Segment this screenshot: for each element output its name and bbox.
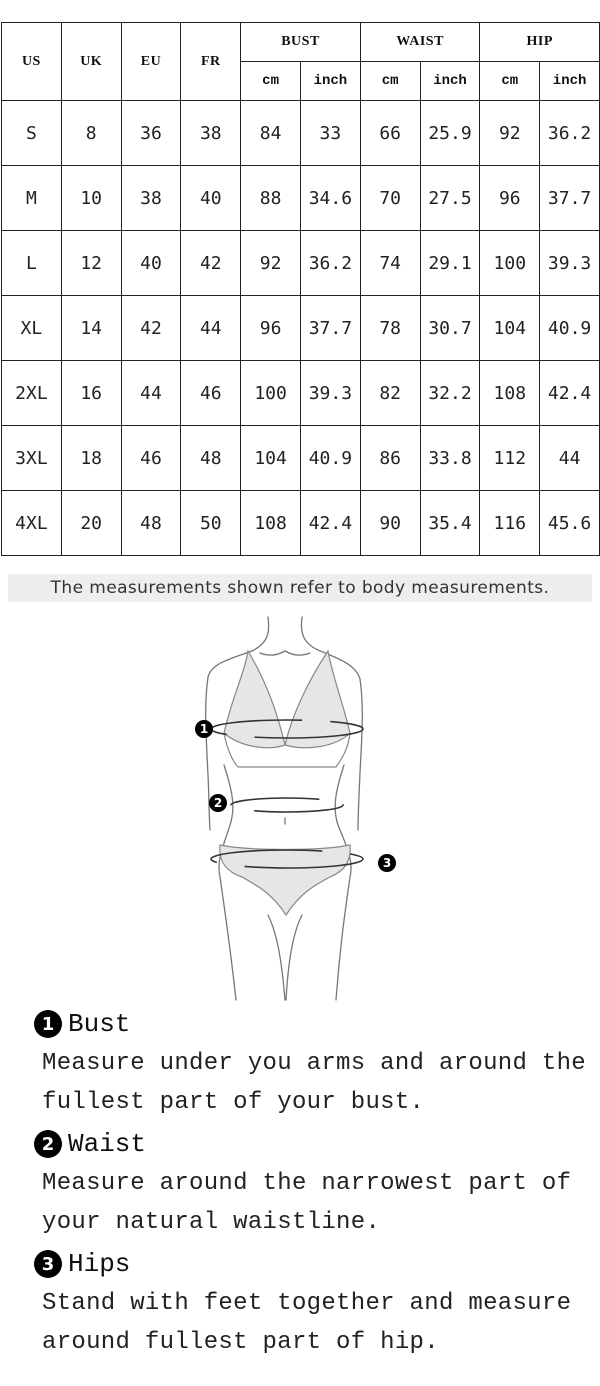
bikini-bottom — [220, 845, 350, 915]
table-cell: 34.6 — [300, 166, 360, 231]
table-cell: 35.4 — [420, 491, 480, 556]
table-cell: 3XL — [2, 426, 62, 491]
table-cell: 27.5 — [420, 166, 480, 231]
table-cell: 100 — [241, 361, 301, 426]
hips-title: Hips — [68, 1249, 131, 1279]
table-cell: 37.7 — [300, 296, 360, 361]
bust-line-2: fullest part of your bust. — [42, 1089, 425, 1116]
header-bust: BUST — [241, 23, 361, 62]
table-cell: 32.2 — [420, 361, 480, 426]
svg-text:1: 1 — [199, 722, 209, 736]
table-cell: 38 — [181, 101, 241, 166]
table-cell: 44 — [121, 361, 181, 426]
measurement-note: The measurements shown refer to body measurements. — [8, 574, 592, 602]
header-fr: FR — [181, 23, 241, 101]
hips-line-1: Stand with feet together and measure — [42, 1290, 572, 1317]
table-cell: 39.3 — [540, 231, 600, 296]
table-cell: 2XL — [2, 361, 62, 426]
table-cell: 88 — [241, 166, 301, 231]
table-row — [2, 101, 600, 166]
unit-hip-cm: cm — [480, 62, 540, 101]
table-cell: 96 — [241, 296, 301, 361]
table-cell: 25.9 — [420, 101, 480, 166]
table-cell: 42 — [181, 231, 241, 296]
table-cell: 33.8 — [420, 426, 480, 491]
header-hip: HIP — [480, 23, 600, 62]
table-cell: 86 — [360, 426, 420, 491]
table-cell: 92 — [241, 231, 301, 296]
instruction-title — [34, 1124, 594, 1164]
table-cell: L — [2, 231, 62, 296]
unit-hip-inch: inch — [540, 62, 600, 101]
waist-line-1: Measure around the narrowest part of — [42, 1170, 572, 1197]
table-cell: 36.2 — [300, 231, 360, 296]
table-cell: 38 — [121, 166, 181, 231]
table-cell: 8 — [61, 101, 121, 166]
table-cell: 46 — [121, 426, 181, 491]
table-cell: 16 — [61, 361, 121, 426]
table-cell: S — [2, 101, 62, 166]
table-cell: 82 — [360, 361, 420, 426]
number-1-icon: 1 — [34, 1010, 62, 1038]
bikini-top — [224, 651, 350, 767]
bust-title: Bust — [68, 1009, 131, 1039]
table-cell: 108 — [480, 361, 540, 426]
table-cell: 42.4 — [300, 491, 360, 556]
unit-bust-cm: cm — [241, 62, 301, 101]
marker-2 — [209, 794, 227, 812]
unit-waist-cm: cm — [360, 62, 420, 101]
unit-bust-inch: inch — [300, 62, 360, 101]
size-chart-table — [1, 22, 600, 556]
table-cell: 100 — [480, 231, 540, 296]
table-cell: 50 — [181, 491, 241, 556]
table-cell: 4XL — [2, 491, 62, 556]
table-row — [2, 296, 600, 361]
table-cell: 44 — [540, 426, 600, 491]
table-row — [2, 361, 600, 426]
instruction-title — [34, 1004, 594, 1044]
waist-title: Waist — [68, 1129, 147, 1159]
table-cell: 42.4 — [540, 361, 600, 426]
number-3-icon: 3 — [34, 1250, 62, 1278]
table-cell: 116 — [480, 491, 540, 556]
header-waist: WAIST — [360, 23, 480, 62]
table-cell: 112 — [480, 426, 540, 491]
table-cell: 104 — [480, 296, 540, 361]
table-cell: 48 — [121, 491, 181, 556]
table-cell: 44 — [181, 296, 241, 361]
table-cell: 36 — [121, 101, 181, 166]
table-cell: 108 — [241, 491, 301, 556]
hips-line-2: around fullest part of hip. — [42, 1329, 439, 1356]
header-uk: UK — [61, 23, 121, 101]
body-measurement-figure — [190, 615, 410, 1005]
table-cell: 40.9 — [540, 296, 600, 361]
table-cell: 40 — [181, 166, 241, 231]
table-cell: 39.3 — [300, 361, 360, 426]
instruction-hips — [34, 1244, 594, 1362]
table-cell: 92 — [480, 101, 540, 166]
header-eu: EU — [121, 23, 181, 101]
unit-waist-inch: inch — [420, 62, 480, 101]
measurement-instructions — [34, 1004, 594, 1364]
header-us: US — [2, 23, 62, 101]
table-row — [2, 231, 600, 296]
table-cell: 37.7 — [540, 166, 600, 231]
number-2-icon: 2 — [34, 1130, 62, 1158]
table-cell: 20 — [61, 491, 121, 556]
table-cell: 96 — [480, 166, 540, 231]
table-cell: M — [2, 166, 62, 231]
table-row — [2, 166, 600, 231]
table-cell: XL — [2, 296, 62, 361]
marker-3 — [378, 854, 396, 872]
instruction-title — [34, 1244, 594, 1284]
instruction-waist — [34, 1124, 594, 1242]
body-outline — [206, 617, 363, 1000]
svg-text:3: 3 — [382, 856, 392, 870]
size-table-body — [2, 101, 600, 556]
table-cell: 12 — [61, 231, 121, 296]
bust-line-1: Measure under you arms and around the — [42, 1050, 586, 1077]
table-cell: 90 — [360, 491, 420, 556]
table-cell: 46 — [181, 361, 241, 426]
table-cell: 30.7 — [420, 296, 480, 361]
marker-1 — [195, 720, 213, 738]
table-cell: 10 — [61, 166, 121, 231]
table-row — [2, 426, 600, 491]
instruction-bust — [34, 1004, 594, 1122]
table-cell: 36.2 — [540, 101, 600, 166]
table-cell: 66 — [360, 101, 420, 166]
table-cell: 33 — [300, 101, 360, 166]
table-cell: 14 — [61, 296, 121, 361]
table-cell: 18 — [61, 426, 121, 491]
table-cell: 104 — [241, 426, 301, 491]
table-cell: 45.6 — [540, 491, 600, 556]
table-cell: 40.9 — [300, 426, 360, 491]
table-cell: 48 — [181, 426, 241, 491]
table-cell: 29.1 — [420, 231, 480, 296]
table-cell: 70 — [360, 166, 420, 231]
table-row — [2, 491, 600, 556]
table-cell: 40 — [121, 231, 181, 296]
table-cell: 78 — [360, 296, 420, 361]
table-cell: 74 — [360, 231, 420, 296]
waist-line-2: your natural waistline. — [42, 1209, 381, 1236]
table-cell: 42 — [121, 296, 181, 361]
table-cell: 84 — [241, 101, 301, 166]
svg-text:2: 2 — [213, 796, 223, 810]
